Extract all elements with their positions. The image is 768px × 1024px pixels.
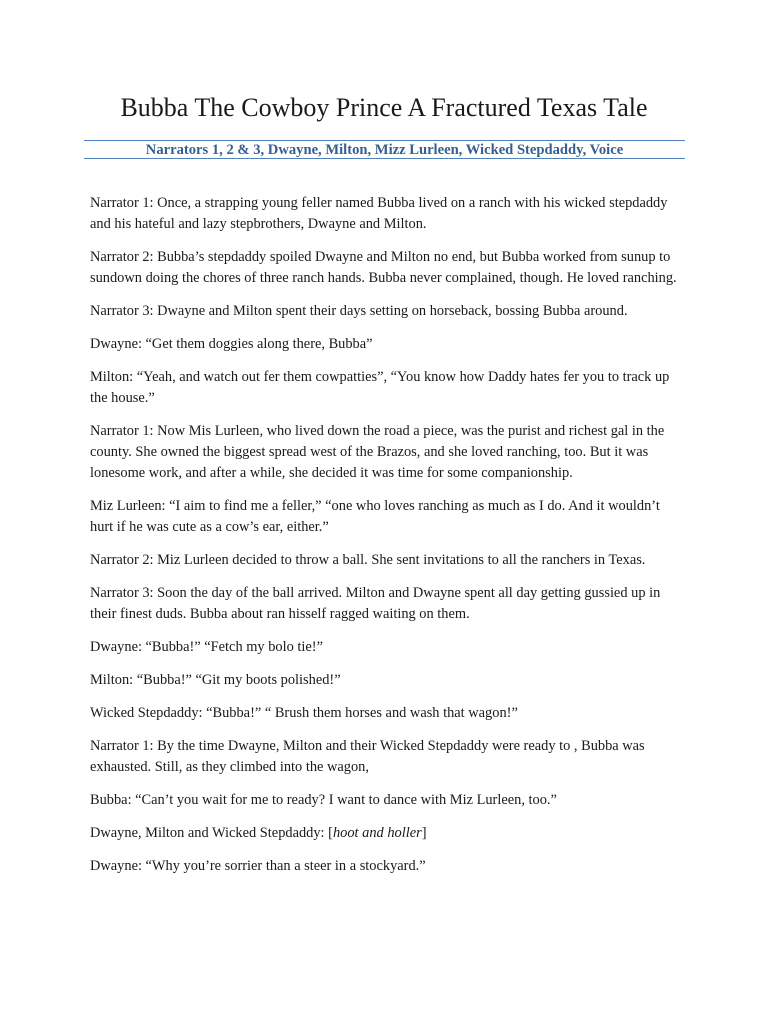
document-title: Bubba The Cowboy Prince A Fractured Texas Tale xyxy=(120,93,648,122)
script-paragraph: Wicked Stepdaddy: “Bubba!” “ Brush them horses and wash that wagon!” xyxy=(90,705,518,721)
script-paragraph: Dwayne: “Why you’re sorrier than a steer in a stockyard.” xyxy=(90,858,426,874)
speaker-text: Dwayne, Milton and Wicked Stepdaddy: [ xyxy=(90,825,333,841)
script-paragraph: Narrator 3: Dwayne and Milton spent their days setting on horseback, bossing Bubba around. xyxy=(90,303,628,319)
stage-direction: hoot and holler xyxy=(332,825,422,841)
script-body xyxy=(90,193,686,889)
script-paragraph: Narrator 1: Now Mis Lurleen, who lived down the road a piece, was the purist and richest gal in the county. She owned the biggest spread west of the Brazos, and she loved ranching, too. But it was lonesome work, and after a while, she decided it was time for some companionship. xyxy=(90,423,665,481)
script-paragraph: Milton: “Bubba!” “Git my boots polished!” xyxy=(90,672,341,688)
script-paragraph-stage xyxy=(90,823,686,844)
cast-list: Narrators 1, 2 & 3, Dwayne, Milton, Mizz Lurleen, Wicked Stepdaddy, Voice xyxy=(145,142,624,158)
script-paragraph: Miz Lurleen: “I aim to find me a feller,” “one who loves ranching as much as I do. And it wouldn’t hurt if he was cute as a cow’s ear, either.” xyxy=(90,498,660,535)
script-paragraph: Dwayne: “Get them doggies along there, Bubba” xyxy=(90,336,373,352)
script-paragraph: Bubba: “Can’t you wait for me to ready? I want to dance with Miz Lurleen, too.” xyxy=(90,792,557,808)
script-paragraph: Narrator 2: Bubba’s stepdaddy spoiled Dwayne and Milton no end, but Bubba worked from sunup to sundown doing the chores of three ranch hands. Bubba never complained, though. He loved ranching. xyxy=(90,249,677,286)
script-paragraph: Narrator 3: Soon the day of the ball arrived. Milton and Dwayne spent all day getting gussied up in their finest duds. Bubba about ran hisself ragged waiting on them. xyxy=(90,585,661,622)
script-paragraph: Dwayne: “Bubba!” “Fetch my bolo tie!” xyxy=(90,639,323,655)
cast-bottom-rule xyxy=(84,158,685,159)
script-paragraph: Narrator 1: Once, a strapping young feller named Bubba lived on a ranch with his wicked stepdaddy and his hateful and lazy stepbrothers, Dwayne and Milton. xyxy=(90,195,668,232)
stage-close: ] xyxy=(421,825,427,841)
script-paragraph: Narrator 1: By the time Dwayne, Milton and their Wicked Stepdaddy were ready to , Bubba was exhausted. Still, as they climbed into the wagon, xyxy=(90,738,645,775)
script-paragraph: Narrator 2: Miz Lurleen decided to throw a ball. She sent invitations to all the ranchers in Texas. xyxy=(90,552,646,568)
script-paragraph: Milton: “Yeah, and watch out fer them cowpatties”, “You know how Daddy hates fer you to track up the house.” xyxy=(90,369,670,406)
